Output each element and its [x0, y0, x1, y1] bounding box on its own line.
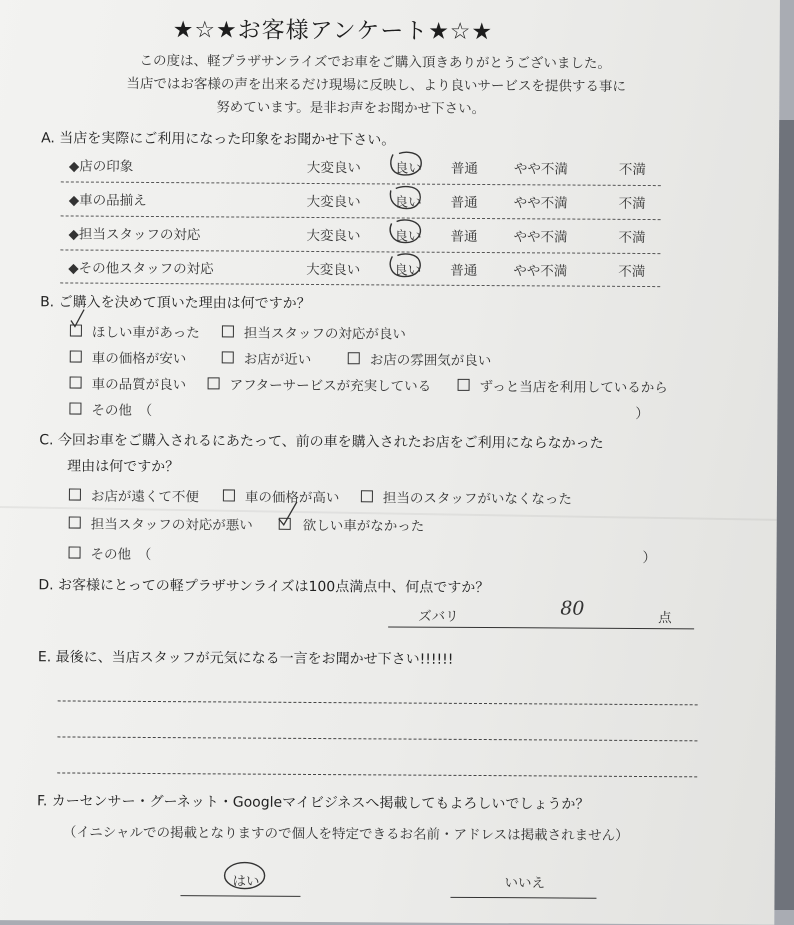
option-label: その他 （: [90, 546, 152, 563]
option-very-good[interactable]: 大変良い: [306, 159, 361, 177]
checkbox-store-far[interactable]: [69, 488, 81, 500]
option-label: 車の品質が良い: [91, 376, 187, 394]
row-label: ◆車の品揃え: [68, 192, 147, 209]
option-normal[interactable]: 普通: [450, 160, 478, 177]
close-paren: ）: [635, 405, 649, 423]
checkbox-good-staff[interactable]: [222, 325, 234, 337]
option-slightly-dissatisfied[interactable]: やや不満: [513, 263, 568, 280]
close-paren: ）: [642, 549, 657, 567]
checkbox-cheap-price[interactable]: [70, 350, 82, 362]
option-label: 担当スタッフの対応が悪い: [90, 516, 253, 534]
hand-circle-mark: [220, 857, 266, 891]
option-slightly-dissatisfied[interactable]: やや不満: [513, 161, 568, 178]
checkmark-icon: [68, 306, 88, 330]
intro-line-3: 努めています。是非お声をお聞かせ下さい。: [216, 99, 486, 118]
option-very-good[interactable]: 大変良い: [306, 261, 361, 279]
checkbox-store-near[interactable]: [222, 351, 234, 363]
option-label: 担当スタッフの対応が良い: [243, 325, 406, 343]
yes-underline: [180, 895, 300, 897]
option-label: ずっと当店を利用しているから: [479, 378, 668, 397]
option-slightly-dissatisfied[interactable]: やや不満: [513, 195, 568, 212]
section-c-question-line-2: 理由は何ですか？: [67, 458, 180, 476]
option-label: 車の価格が高い: [244, 489, 340, 507]
checkbox-good-atmosphere[interactable]: [348, 352, 360, 364]
option-very-good[interactable]: 大変良い: [306, 193, 361, 211]
option-normal[interactable]: 普通: [450, 194, 478, 211]
option-label: お店の雰囲気が良い: [369, 352, 492, 370]
row-divider: [61, 181, 661, 186]
comment-line-2[interactable]: [57, 736, 697, 741]
row-divider: [60, 282, 660, 287]
score-unit: 点: [658, 610, 672, 627]
section-d-question: D. お客様にとっての軽プラザサンライズは100点満点中、何点ですか？: [38, 577, 490, 597]
comment-line-1[interactable]: [58, 700, 698, 705]
hand-circle-mark: [386, 216, 426, 246]
option-good[interactable]: 良い: [394, 228, 422, 245]
option-label: 車の価格が安い: [91, 350, 187, 368]
option-good[interactable]: 良い: [394, 194, 422, 211]
option-label: アフターサービスが充実している: [229, 377, 432, 395]
option-dissatisfied[interactable]: 不満: [618, 229, 646, 247]
hand-circle-mark: [387, 148, 427, 178]
option-label: ほしい車があった: [91, 324, 200, 342]
option-normal[interactable]: 普通: [450, 262, 478, 279]
comment-line-3[interactable]: [57, 772, 697, 777]
row-divider: [60, 249, 660, 254]
option-very-good[interactable]: 大変良い: [306, 227, 361, 245]
checkbox-good-quality[interactable]: [70, 376, 82, 388]
section-a-question: A. 当店を実際にご利用になった印象をお聞かせ下さい。: [41, 130, 396, 149]
option-label: お店が遠くて不便: [90, 488, 199, 506]
answer-prefix: ズバリ: [418, 608, 459, 625]
survey-title: ★☆★お客様アンケート★☆★: [172, 17, 494, 46]
checkbox-staff-left[interactable]: [361, 490, 373, 502]
option-dissatisfied[interactable]: 不満: [618, 195, 646, 213]
checkbox-other[interactable]: [69, 546, 81, 558]
option-label: 担当のスタッフがいなくなった: [382, 490, 572, 508]
section-f-question: F. カーセンサー・グーネット・Googleマイビジネスへ掲載してもよろしいでしょうか？: [36, 793, 590, 813]
section-f-note: （イニシャルでの掲載となりますので個人を特定できるお名前・アドレスは掲載されません）: [62, 824, 629, 844]
option-dissatisfied[interactable]: 不満: [618, 161, 646, 179]
option-normal[interactable]: 普通: [450, 228, 478, 245]
checkbox-loyal-customer[interactable]: [458, 379, 470, 391]
hand-circle-mark: [387, 182, 427, 212]
row-label: ◆担当スタッフの対応: [68, 226, 201, 244]
checkbox-price-high[interactable]: [223, 489, 235, 501]
section-e-question: E. 最後に、当店スタッフが元気になる一言をお聞かせ下さい!!!!!!: [37, 649, 454, 668]
checkbox-after-service[interactable]: [208, 377, 220, 389]
checkmark-icon: [277, 500, 301, 528]
option-yes[interactable]: はい: [232, 873, 260, 890]
option-slightly-dissatisfied[interactable]: やや不満: [513, 229, 568, 246]
section-b-question: B. ご購入を決めて頂いた理由は何ですか？: [40, 294, 311, 312]
checkbox-other[interactable]: [69, 402, 81, 414]
row-divider: [61, 215, 661, 220]
option-no[interactable]: いいえ: [504, 875, 546, 892]
intro-line-2: 当店ではお客様の声を出来るだけ現場に反映し、より良いサービスを提供する事に: [126, 75, 626, 95]
section-c-question-line-1: C. 今回お車をご購入されるにあたって、前の車を購入されたお店をご利用にならなかった: [39, 432, 604, 452]
option-dissatisfied[interactable]: 不満: [618, 263, 646, 281]
option-good[interactable]: 良い: [394, 160, 422, 177]
hand-circle-mark: [386, 250, 426, 280]
score-underline: [388, 626, 694, 629]
option-good[interactable]: 良い: [394, 262, 422, 279]
checkbox-bad-staff[interactable]: [69, 516, 81, 528]
score-handwritten[interactable]: 80: [560, 597, 585, 620]
intro-line-1: この度は、軽プラザサンライズでお車をご購入頂きありがとうございました。: [139, 52, 611, 72]
option-label: その他 （: [91, 402, 153, 419]
option-label: 欲しい車がなかった: [302, 517, 425, 535]
row-label: ◆店の印象: [68, 158, 134, 175]
option-label: お店が近い: [243, 351, 312, 368]
row-label: ◆その他スタッフの対応: [68, 260, 214, 278]
no-underline: [450, 897, 596, 899]
